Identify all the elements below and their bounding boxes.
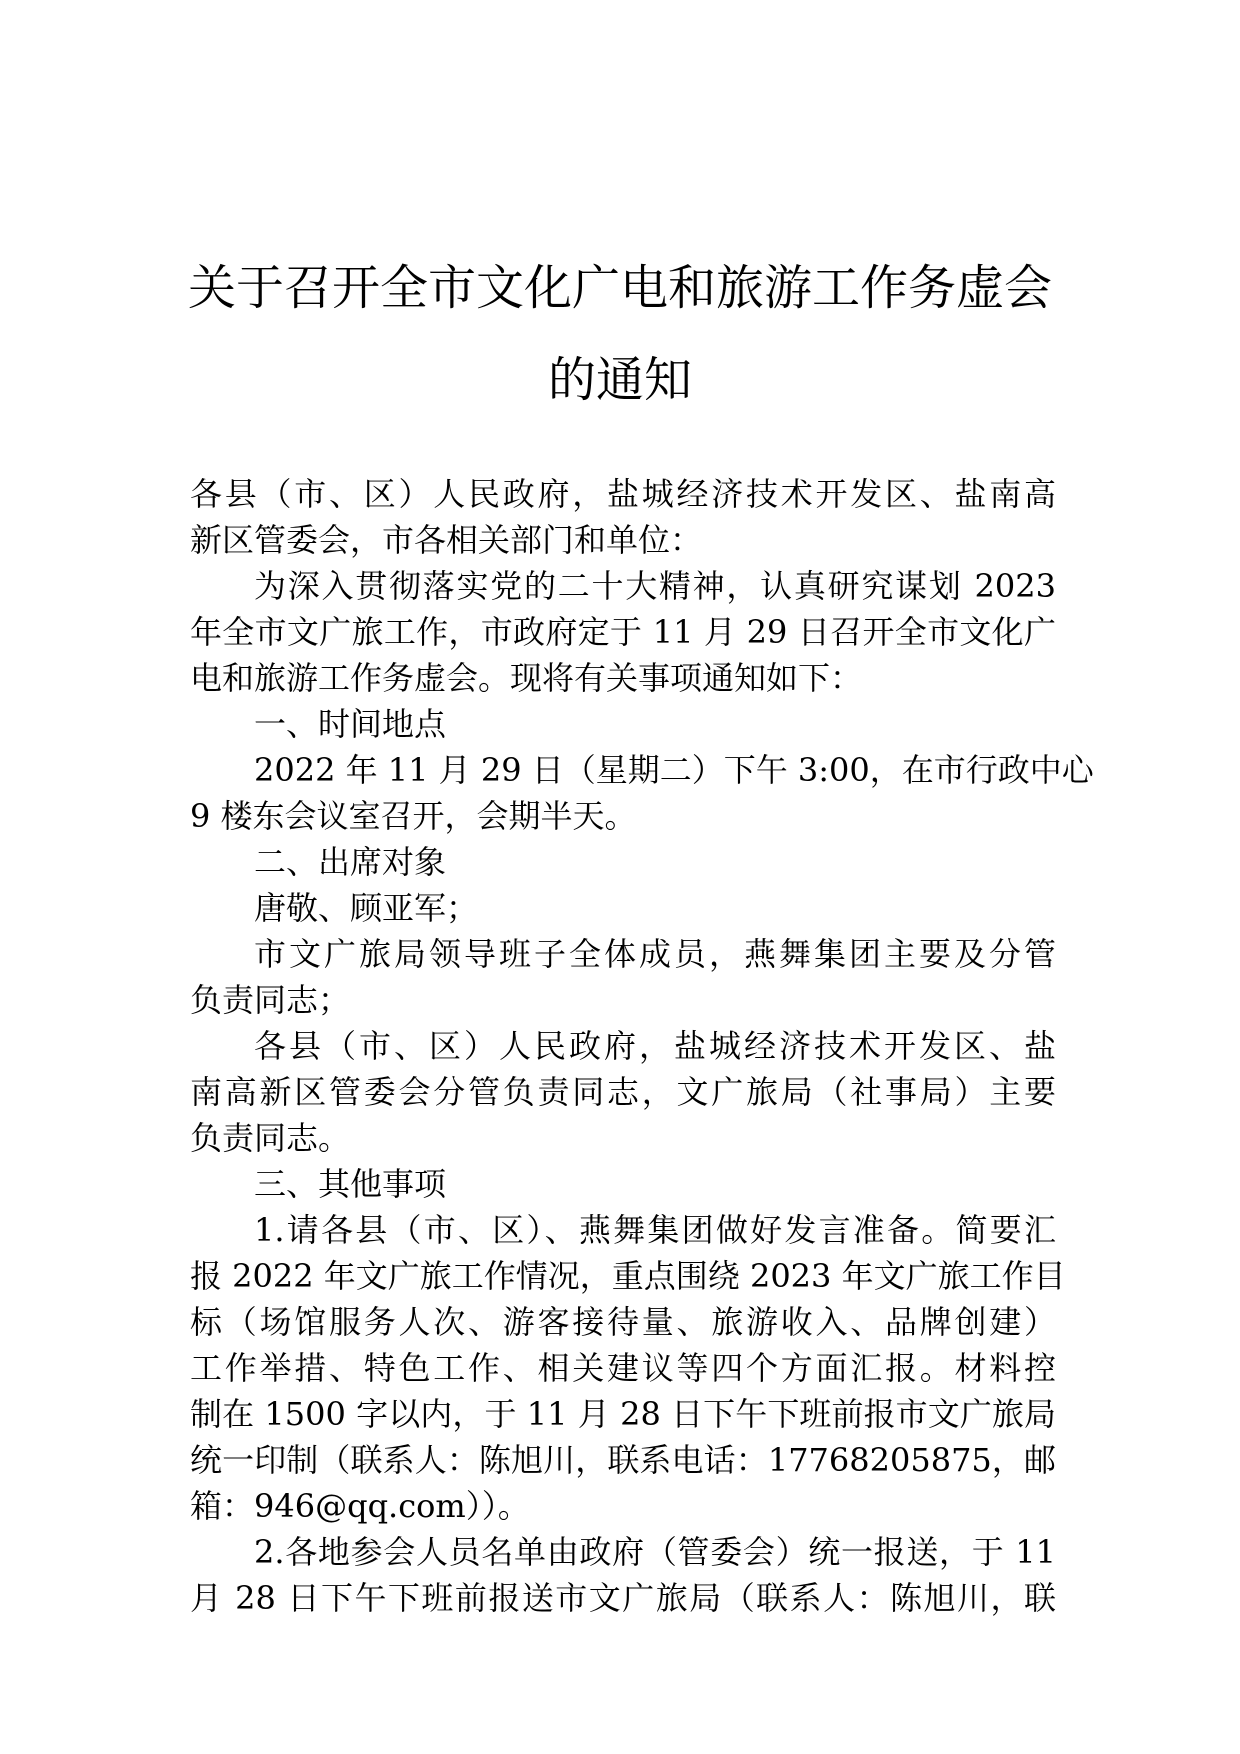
document-body [190,471,1094,1621]
other-matters-item-1-line-1: 1.请各县（市、区）、燕舞集团做好发言准备。简要汇 [254,1211,1056,1249]
section-heading-time-place: 一、时间地点 [254,705,447,743]
other-matters-item-1-line-5: 制在 1500 字以内，于 11 月 28 日下午下班前报市文广旅局 [190,1395,1056,1433]
attendees-paragraph-3-line-3: 负责同志。 [190,1119,351,1157]
salutation-line-1: 各县（市、区）人民政府，盐城经济技术开发区、盐南高 [190,475,1056,513]
time-place-line-1: 2022 年 11 月 29 日（星期二）下午 3:00，在市行政中心 [254,751,1094,789]
intro-paragraph-line-3: 电和旅游工作务虚会。现将有关事项通知如下： [190,659,863,697]
document-title-line-2: 的通知 [547,352,692,408]
time-place-line-2: 9 楼东会议室召开，会期半天。 [190,797,637,835]
document-title-line-1: 关于召开全市文化广电和旅游工作务虚会 [187,260,1052,316]
other-matters-item-1-line-6: 统一印制（联系人：陈旭川，联系电话：17768205875，邮 [190,1441,1056,1479]
other-matters-item-1-line-3: 标（场馆服务人次、游客接待量、旅游收入、品牌创建） [190,1303,1056,1341]
section-heading-attendees: 二、出席对象 [254,843,447,881]
other-matters-item-1-line-4: 工作举措、特色工作、相关建议等四个方面汇报。材料控 [190,1349,1056,1387]
other-matters-item-2-line-2: 月 28 日下午下班前报送市文广旅局（联系人：陈旭川，联 [190,1579,1056,1617]
other-matters-item-2-line-1: 2.各地参会人员名单由政府（管委会）统一报送，于 11 [254,1533,1056,1571]
intro-paragraph-line-2: 年全市文广旅工作，市政府定于 11 月 29 日召开全市文化广 [190,613,1056,651]
section-heading-other-matters: 三、其他事项 [254,1165,447,1203]
other-matters-item-1-line-2: 报 2022 年文广旅工作情况，重点围绕 2023 年文广旅工作目 [190,1257,1066,1295]
attendees-paragraph-1: 唐敬、顾亚军； [254,889,479,927]
attendees-paragraph-2-line-1: 市文广旅局领导班子全体成员，燕舞集团主要及分管 [254,935,1056,973]
attendees-paragraph-3-line-1: 各县（市、区）人民政府，盐城经济技术开发区、盐 [254,1027,1056,1065]
other-matters-item-1-line-7: 箱：946@qq.com））。 [190,1487,530,1525]
intro-paragraph-line-1: 为深入贯彻落实党的二十大精神，认真研究谋划 2023 [254,567,1056,605]
salutation-line-2: 新区管委会，市各相关部门和单位： [190,521,703,559]
attendees-paragraph-2-line-2: 负责同志； [190,981,351,1019]
attendees-paragraph-3-line-2: 南高新区管委会分管负责同志，文广旅局（社事局）主要 [190,1073,1056,1111]
